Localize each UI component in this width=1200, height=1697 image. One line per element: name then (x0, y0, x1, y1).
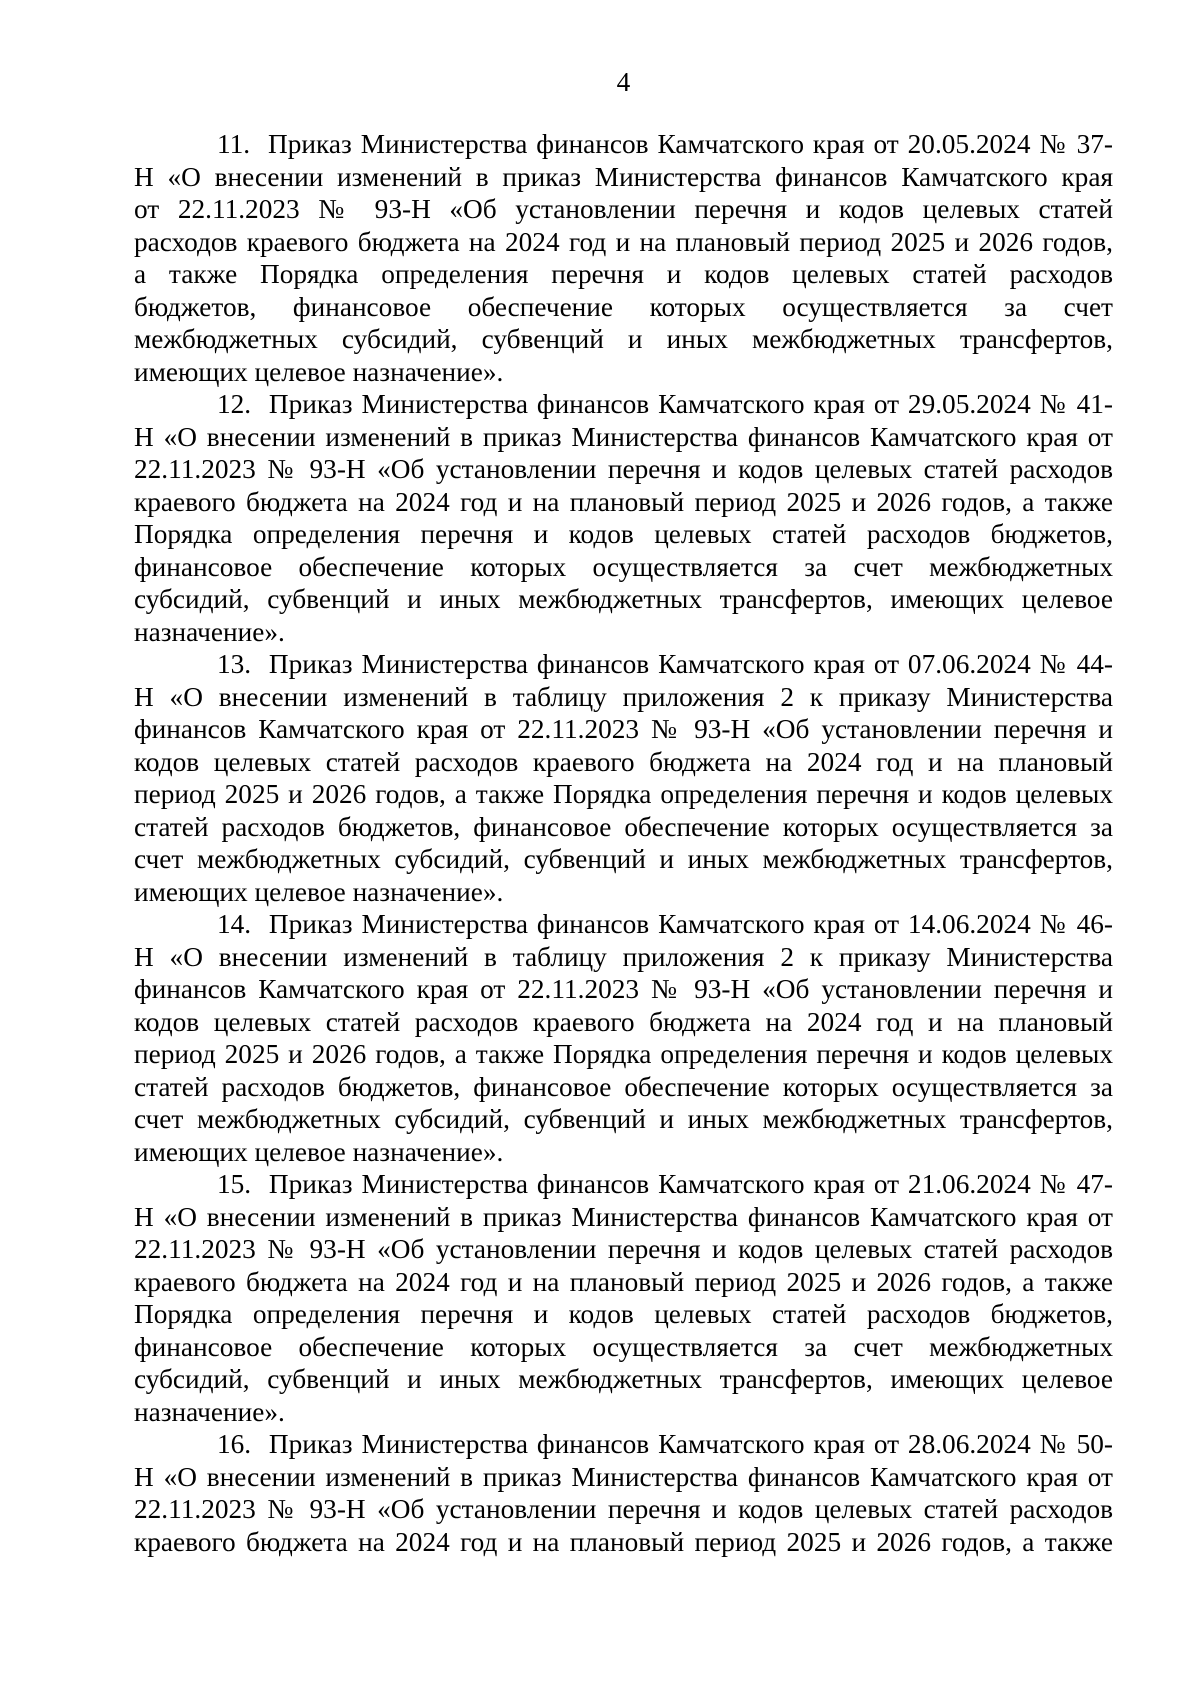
text-line: Н «О внесении изменений в приказ Министерства финансов Камчатского края (134, 161, 1113, 192)
text-line: Н «О внесении изменений в приказ Министерства финансов Камчатского края от (134, 421, 1113, 452)
text-line: краевого бюджета на 2024 год и на плановый период 2025 и 2026 годов, а также (134, 486, 1113, 517)
text-line: 15. Приказ Министерства финансов Камчатского края от 21.06.2024 № 47- (217, 1169, 1113, 1199)
paragraph-14 (134, 908, 1113, 1168)
text-line: 16. Приказ Министерства финансов Камчатского края от 28.06.2024 № 50- (217, 1429, 1113, 1459)
text-line: кодов целевых статей расходов краевого бюджета на 2024 год и на плановый (134, 746, 1113, 777)
text-line: имеющих целевое назначение». (134, 1136, 504, 1167)
text-line: Н «О внесении изменений в таблицу приложения 2 к приказу Министерства (134, 941, 1113, 972)
text-line: краевого бюджета на 2024 год и на плановый период 2025 и 2026 годов, а также (134, 1266, 1113, 1297)
text-line: 11. Приказ Министерства финансов Камчатского края от 20.05.2024 № 37- (217, 129, 1113, 159)
text-line: назначение». (134, 1396, 285, 1427)
paragraph-12 (134, 388, 1113, 648)
document-body (134, 128, 1113, 1558)
text-line: 12. Приказ Министерства финансов Камчатского края от 29.05.2024 № 41- (217, 389, 1113, 419)
text-line: финансовое обеспечение которых осуществляется за счет межбюджетных (134, 551, 1113, 582)
text-line: 22.11.2023 № 93-Н «Об установлении перечня и кодов целевых статей расходов (134, 454, 1113, 484)
text-line: финансов Камчатского края от 22.11.2023 № 93-Н «Об установлении перечня и (134, 974, 1113, 1004)
paragraph-15 (134, 1168, 1113, 1428)
paragraph-13 (134, 648, 1113, 908)
text-line: статей расходов бюджетов, финансовое обеспечение которых осуществляется за (134, 811, 1113, 842)
text-line: межбюджетных субсидий, субвенций и иных межбюджетных трансфертов, (134, 324, 1113, 354)
text-line: период 2025 и 2026 годов, а также Порядка определения перечня и кодов целевых (134, 1039, 1113, 1069)
text-line: назначение». (134, 616, 285, 647)
text-line: 14. Приказ Министерства финансов Камчатского края от 14.06.2024 № 46- (217, 909, 1113, 939)
paragraph-11 (134, 128, 1113, 388)
page-number: 4 (616, 67, 631, 97)
text-line: имеющих целевое назначение». (134, 876, 504, 907)
text-line: 13. Приказ Министерства финансов Камчатского края от 07.06.2024 № 44- (217, 649, 1113, 679)
text-line: краевого бюджета на 2024 год и на плановый период 2025 и 2026 годов, а также (134, 1526, 1113, 1557)
text-line: имеющих целевое назначение». (134, 356, 504, 387)
text-line: от 22.11.2023 № 93-Н «Об установлении перечня и кодов целевых статей (134, 194, 1113, 224)
text-line: финансов Камчатского края от 22.11.2023 № 93-Н «Об установлении перечня и (134, 714, 1113, 744)
text-line: Порядка определения перечня и кодов целевых статей расходов бюджетов, (134, 1299, 1113, 1329)
text-line: Н «О внесении изменений в приказ Министерства финансов Камчатского края от (134, 1461, 1113, 1492)
text-line: а также Порядка определения перечня и кодов целевых статей расходов (134, 259, 1113, 289)
text-line: статей расходов бюджетов, финансовое обеспечение которых осуществляется за (134, 1071, 1113, 1102)
text-line: 22.11.2023 № 93-Н «Об установлении перечня и кодов целевых статей расходов (134, 1234, 1113, 1264)
text-line: субсидий, субвенций и иных межбюджетных трансфертов, имеющих целевое (134, 1364, 1113, 1394)
text-line: бюджетов, финансовое обеспечение которых осуществляется за счет (134, 291, 1113, 322)
text-line: Порядка определения перечня и кодов целевых статей расходов бюджетов, (134, 519, 1113, 549)
text-line: счет межбюджетных субсидий, субвенций и иных межбюджетных трансфертов, (134, 844, 1113, 874)
text-line: расходов краевого бюджета на 2024 год и на плановый период 2025 и 2026 годов, (134, 226, 1113, 257)
text-line: Н «О внесении изменений в приказ Министерства финансов Камчатского края от (134, 1201, 1113, 1232)
text-line: финансовое обеспечение которых осуществляется за счет межбюджетных (134, 1331, 1113, 1362)
text-line: кодов целевых статей расходов краевого бюджета на 2024 год и на плановый (134, 1006, 1113, 1037)
text-line: субсидий, субвенций и иных межбюджетных трансфертов, имеющих целевое (134, 584, 1113, 614)
text-line: счет межбюджетных субсидий, субвенций и иных межбюджетных трансфертов, (134, 1104, 1113, 1134)
text-line: 22.11.2023 № 93-Н «Об установлении перечня и кодов целевых статей расходов (134, 1494, 1113, 1524)
paragraph-16 (134, 1428, 1113, 1558)
text-line: период 2025 и 2026 годов, а также Порядка определения перечня и кодов целевых (134, 779, 1113, 809)
text-line: Н «О внесении изменений в таблицу приложения 2 к приказу Министерства (134, 681, 1113, 712)
